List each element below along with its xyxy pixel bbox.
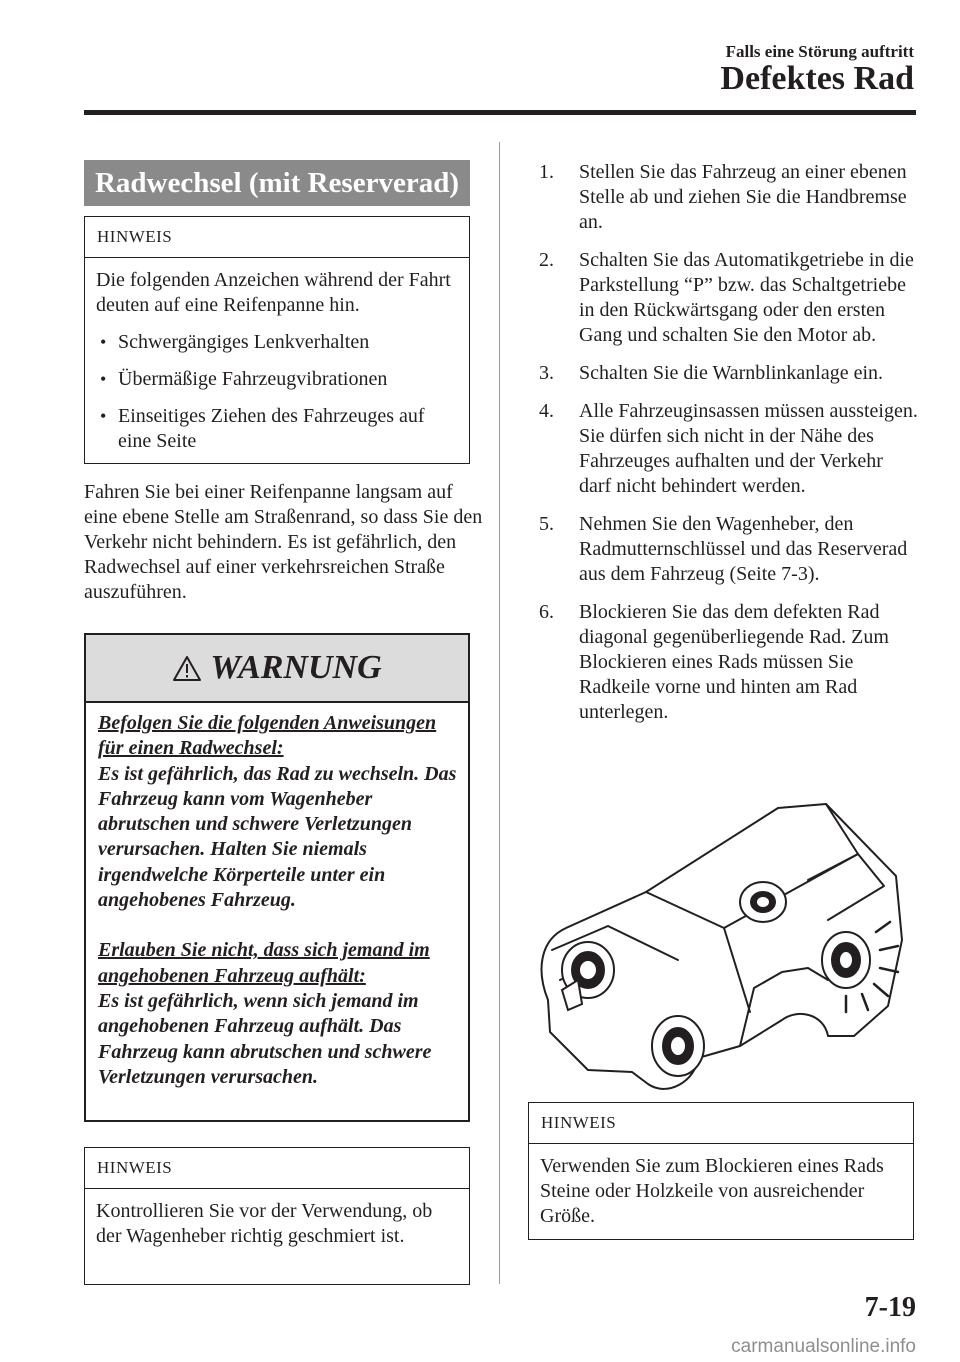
warning-triangle-icon xyxy=(172,655,202,682)
warning-heading-2: Erlauben Sie nicht, dass sich jemand im angehobenen Fahrzeug aufhält: xyxy=(98,939,430,987)
note-heading: HINWEIS xyxy=(85,217,469,258)
body-paragraph: Fahren Sie bei einer Reifenpanne langsam auf eine ebene Stelle am Straßenrand, so dass Sie den Verkehr nicht behindern. Es ist gefährlich, den Radwechsel auf einer verkehrsreichen Straße auszuführen. xyxy=(84,481,483,603)
step-text: Schalten Sie die Warnblinkanlage ein. xyxy=(579,362,884,384)
step-number: 6. xyxy=(539,601,554,623)
note-bullet: • Übermäßige Fahrzeugvibrationen xyxy=(96,367,457,392)
note-heading: HINWEIS xyxy=(85,1148,469,1189)
note-box-chocks xyxy=(528,1102,914,1240)
page-number: 7-19 xyxy=(864,1292,916,1323)
note-box-symptoms xyxy=(84,216,470,464)
note-bullet: • Einseitiges Ziehen des Fahrzeuges auf eine Seite xyxy=(96,404,457,454)
warning-text-1: Es ist gefährlich, das Rad zu wechseln. Das Fahrzeug kann vom Wagenheber abrutschen und schwere Verletzungen verursachen. Halten Sie niemals irgendwelche Körperteile unter ein angehobenes Fahrzeug. xyxy=(98,762,457,912)
step-number: 3. xyxy=(539,362,554,384)
step-text: Blockieren Sie das dem defekten Rad diagonal gegenüberliegende Rad. Zum Blockieren eines Rads müssen Sie Radkeile vorne und hinten am Rad unterlegen. xyxy=(579,601,889,723)
step-text: Stellen Sie das Fahrzeug an einer ebenen Stelle ab und ziehen Sie die Handbremse an. xyxy=(579,161,907,233)
running-header-title: Defektes Rad xyxy=(720,60,914,97)
step-text: Nehmen Sie den Wagenheber, den Radmutternschlüssel und das Reserverad aus dem Fahrzeug (Seite 7-3). xyxy=(579,513,908,585)
note-box-jack xyxy=(84,1147,470,1285)
note-heading: HINWEIS xyxy=(529,1103,913,1144)
warning-box xyxy=(84,633,470,1122)
note-text: Verwenden Sie zum Blockieren eines Rads Steine oder Holzkeile von ausreichender Größe. xyxy=(540,1155,884,1227)
step-list xyxy=(528,160,918,738)
list-item xyxy=(528,361,918,386)
list-item xyxy=(528,248,918,348)
column-divider xyxy=(499,142,500,1284)
list-item xyxy=(528,399,918,499)
note-bullet: • Schwergängiges Lenkverhalten xyxy=(96,330,457,355)
header-rule xyxy=(84,110,916,115)
step-number: 5. xyxy=(539,513,554,535)
list-item xyxy=(528,160,918,235)
watermark: carmanualsonline.info xyxy=(731,1336,916,1357)
warning-title: WARNUNG xyxy=(210,649,382,686)
warning-header xyxy=(86,635,468,703)
step-text: Alle Fahrzeuginsassen müssen aussteigen. Sie dürfen sich nicht in der Nähe des Fahrzeuges aufhalten und der Verkehr darf nicht behindert werden. xyxy=(579,400,918,497)
list-item xyxy=(528,600,918,725)
step-text: Schalten Sie das Automatikgetriebe in die Parkstellung “P” bzw. das Schaltgetriebe in den Rückwärtsgang oder den ersten Gang und schalten Sie den Motor ab. xyxy=(579,249,914,346)
running-header-section: Falls eine Störung auftritt xyxy=(725,42,914,61)
car-wheel-chock-illustration xyxy=(528,800,920,1100)
note-text: Kontrollieren Sie vor der Verwendung, ob der Wagenheber richtig geschmiert ist. xyxy=(96,1200,433,1247)
step-number: 4. xyxy=(539,400,554,422)
step-number: 2. xyxy=(539,249,554,271)
warning-text-2: Es ist gefährlich, wenn sich jemand im angehobenen Fahrzeug aufhält. Das Fahrzeug kann abrutschen und schwere Verletzungen verursachen. xyxy=(98,989,432,1088)
step-number: 1. xyxy=(539,161,554,183)
section-title: Radwechsel (mit Reserverad) xyxy=(84,160,470,206)
note-intro: Die folgenden Anzeichen während der Fahrt deuten auf eine Reifenpanne hin. xyxy=(96,269,451,316)
warning-heading-1: Befolgen Sie die folgenden Anweisungen für einen Radwechsel: xyxy=(98,712,437,760)
list-item xyxy=(528,512,918,587)
